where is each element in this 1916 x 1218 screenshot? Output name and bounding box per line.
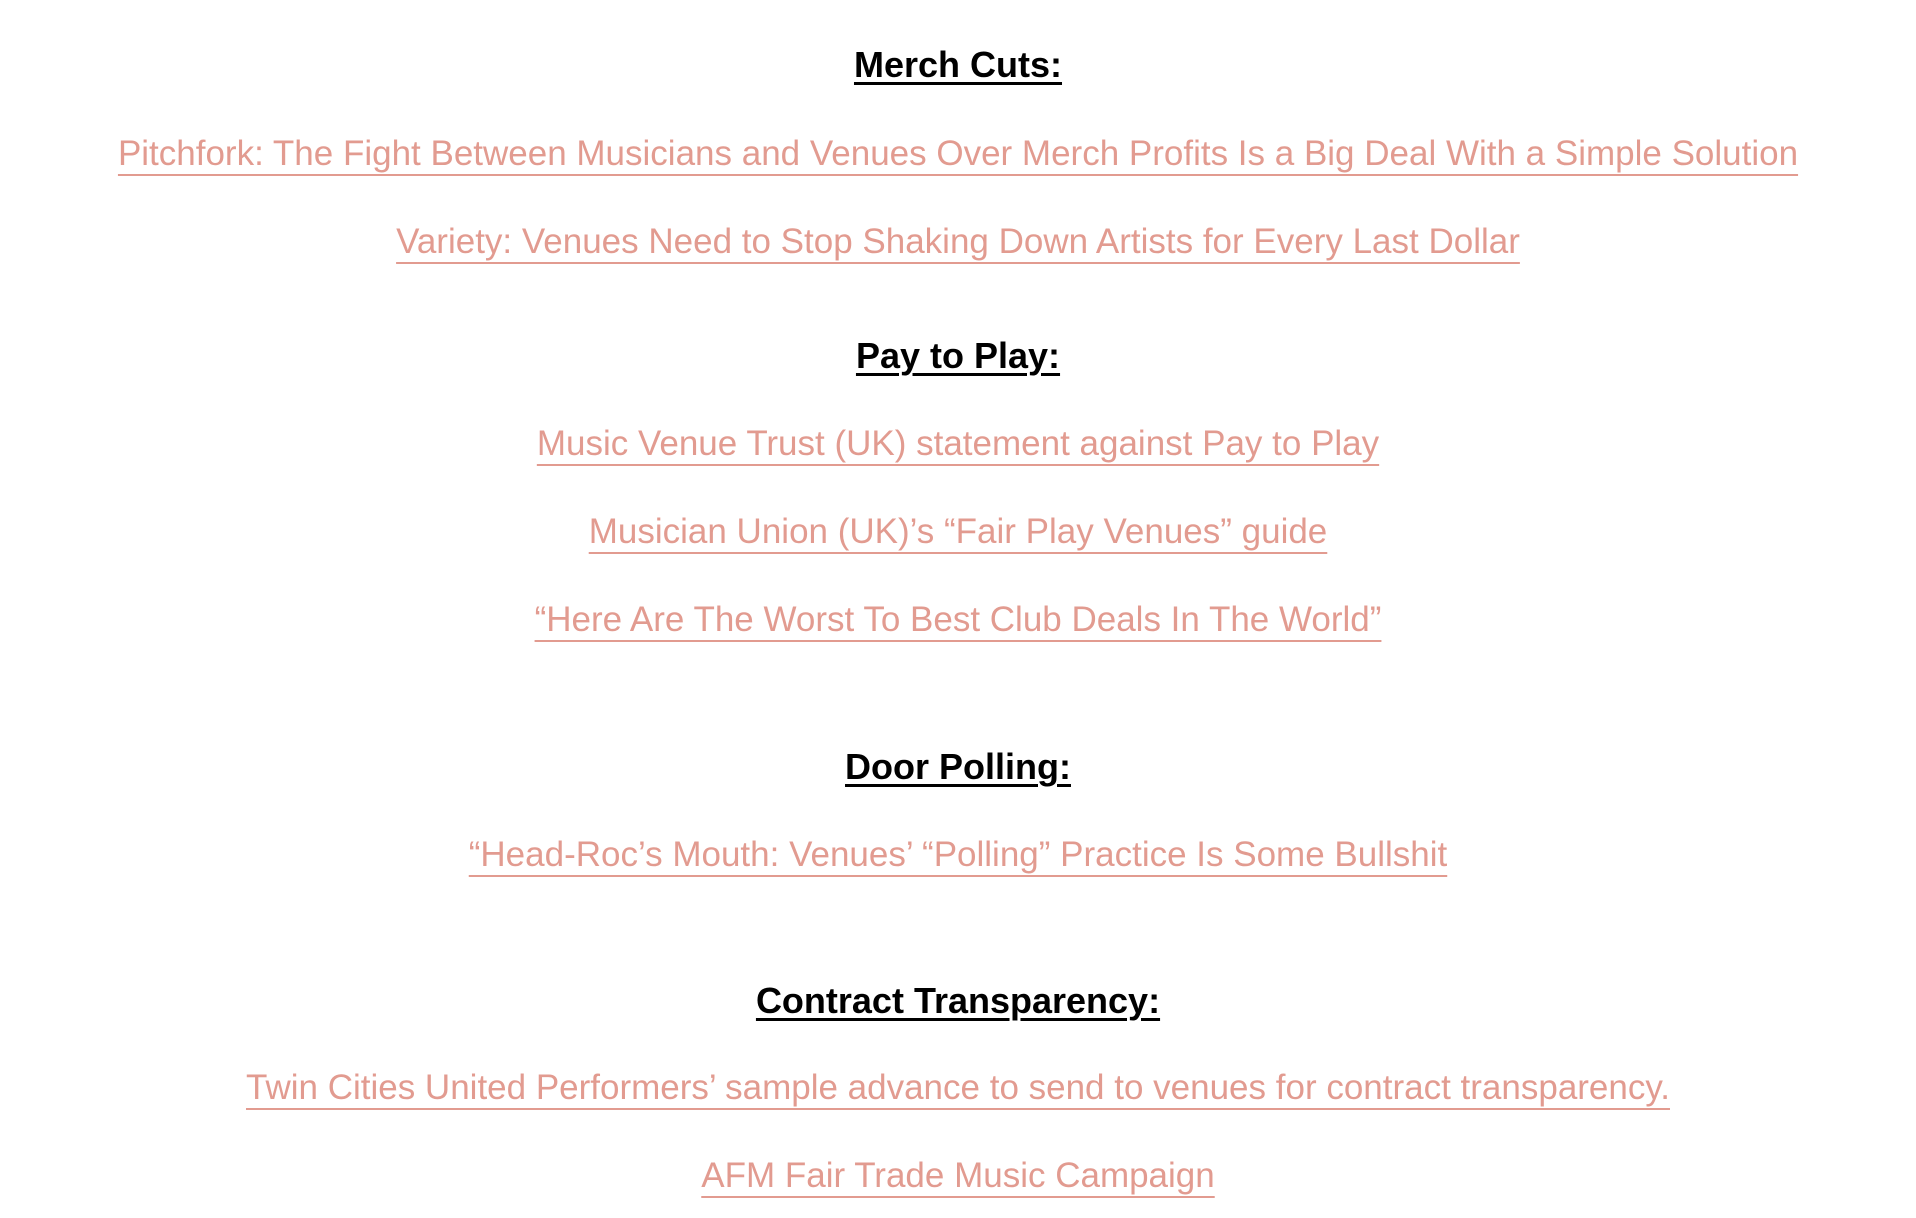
link-pitchfork-merch-profits[interactable]: Pitchfork: The Fight Between Musicians and Venues Over Merch Profits Is a Big Deal With a Simple Solution (117, 134, 1799, 173)
section-heading-pay-to-play: Pay to Play: (855, 335, 1061, 376)
link-worst-to-best-club-deals[interactable]: “Here Are The Worst To Best Club Deals In The World” (534, 600, 1382, 639)
section-heading-door-polling: Door Polling: (845, 746, 1071, 787)
link-variety-venues[interactable]: Variety: Venues Need to Stop Shaking Down Artists for Every Last Dollar (396, 222, 1520, 261)
section-heading-merch-cuts: Merch Cuts: (853, 44, 1063, 85)
link-head-roc-polling[interactable]: “Head-Roc’s Mouth: Venues’ “Polling” Practice Is Some Bullshit (468, 835, 1448, 874)
link-music-venue-trust[interactable]: Music Venue Trust (UK) statement against Pay to Play (536, 424, 1380, 463)
link-musician-union-fair-play[interactable]: Musician Union (UK)’s “Fair Play Venues” guide (588, 512, 1328, 551)
section-heading-contract-transparency: Contract Transparency: (755, 980, 1161, 1021)
link-twin-cities-united-performers[interactable]: Twin Cities United Performers’ sample advance to send to venues for contract transparency. (246, 1068, 1670, 1107)
link-afm-fair-trade-music[interactable]: AFM Fair Trade Music Campaign (701, 1156, 1215, 1195)
